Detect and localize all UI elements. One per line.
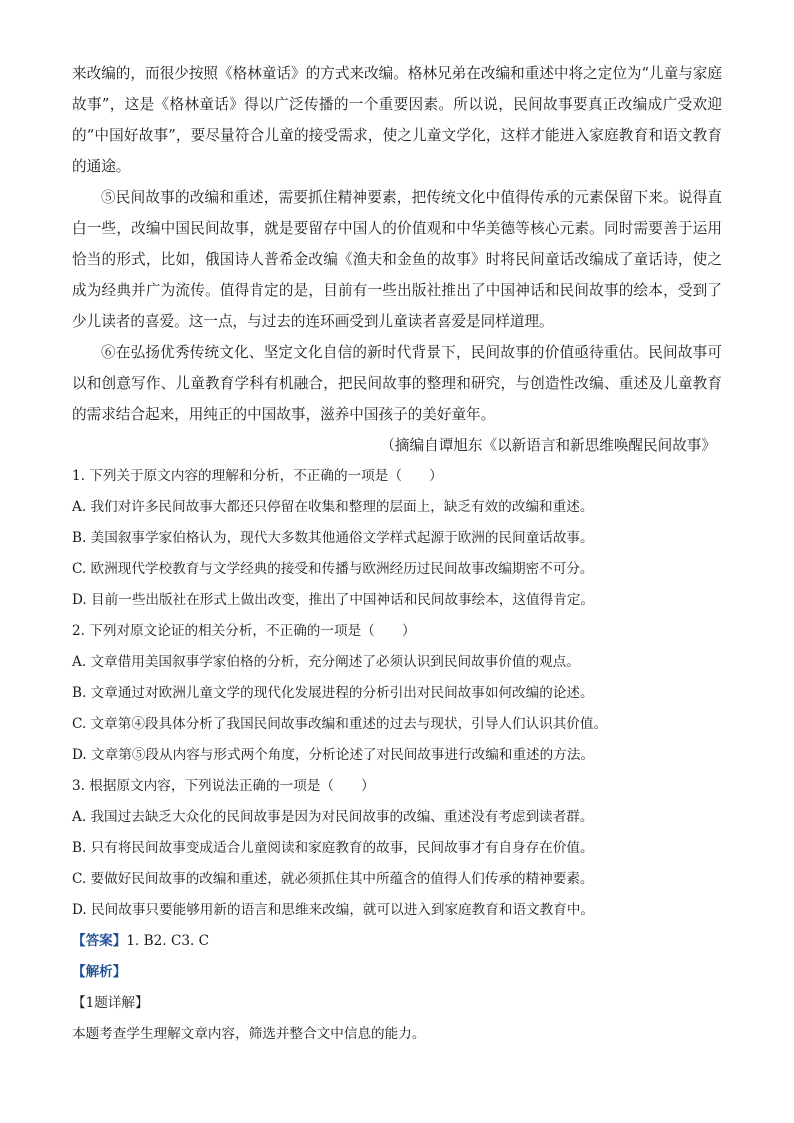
- analysis-line: [72, 957, 722, 988]
- analysis-tag: 【解析】: [72, 964, 127, 980]
- option-c: C. 文章第④段具体分析了我国民间故事改编和重述的过去与现状，引导人们认识其价值。: [72, 716, 608, 732]
- option-b: B. 只有将民间故事变成适合儿童阅读和家庭教育的故事，民间故事才有自身存在价值。: [72, 840, 594, 856]
- question-3: [72, 771, 722, 926]
- option-a: A. 我国过去缺乏大众化的民间故事是因为对民间故事的改编、重述没有考虑到读者群。: [72, 809, 594, 825]
- document-page: [72, 58, 722, 1050]
- passage-source: （摘编自谭旭东《以新语言和新思维唤醒民间故事》: [380, 437, 716, 454]
- answer-text: 1. B2. C3. C: [126, 933, 210, 949]
- option-d: D. 民间故事只要能够用新的语言和思维来改编，就可以进入到家庭教育和语文教育中。: [72, 902, 595, 918]
- option-c: C. 要做好民间故事的改编和重述，就必须抓住其中所蕴含的值得人们传承的精神要素。: [72, 871, 594, 887]
- option-d: D. 目前一些出版社在形式上做出改变，推出了中国神话和民间故事绘本，这值得肯定。: [72, 592, 595, 608]
- option-c: C. 欧洲现代学校教育与文学经典的接受和传播与欧洲经历过民间故事改编期密不可分。: [72, 561, 594, 577]
- detail-tag: 【1题详解】: [72, 995, 149, 1011]
- option-a: A. 文章借用美国叙事学家伯格的分析，充分阐述了必须认识到民间故事价值的观点。: [72, 654, 580, 670]
- passage-paragraph-5: ⑤民间故事的改编和重述，需要抓住精神要素，把传统文化中值得传承的元素保留下来。说得直白一些，改编中国民间故事，就是要留存中国人的价值观和中华美德等核心元素。同时需要善于运用恰当的形式，比如，俄国诗人普希金改编《渔夫和金鱼的故事》时将民间童话改编成了童话诗，使之成为经典并广为流传。值得肯定的是，目前有一些出版社推出了中国神话和民间故事的绘本，受到了少儿读者的喜爱。这一点，与过去的连环画受到儿童读者喜爱是同样道理。: [72, 189, 722, 330]
- option-d: D. 文章第⑤段从内容与形式两个角度，分析论述了对民间故事进行改编和重述的方法。: [72, 747, 595, 763]
- answer-tag: 【答案】: [72, 933, 127, 949]
- question-stem: 1. 下列关于原文内容的理解和分析，不正确的一项是（ ）: [72, 468, 443, 484]
- detail-line: [72, 988, 722, 1019]
- option-b: B. 美国叙事学家伯格认为，现代大多数其他通俗文学样式起源于欧洲的民间童话故事。: [72, 530, 594, 546]
- question-1: [72, 461, 722, 616]
- question-2: [72, 616, 722, 771]
- passage-paragraph-continued: 来改编的，而很少按照《格林童话》的方式来改编。格林兄弟在改编和重述中将之定位为“儿童与家庭故事”，这是《格林童话》得以广泛传播的一个重要因素。所以说，民间故事要真正改编成广受欢迎的“中国好故事”，要尽量符合儿童的接受需求，使之儿童文学化，这样才能进入家庭教育和语文教育的通途。: [72, 65, 722, 175]
- question-stem: 3. 根据原文内容，下列说法正确的一项是（ ）: [72, 778, 375, 794]
- option-b: B. 文章通过对欧洲儿童文学的现代化发展进程的分析引出对民间故事如何改编的论述。: [72, 685, 594, 701]
- analysis-text: 本题考查学生理解文章内容，筛选并整合文中信息的能力。: [72, 1026, 426, 1042]
- question-stem: 2. 下列对原文论证的相关分析，不正确的一项是（ ）: [72, 623, 416, 639]
- passage-paragraph-6: ⑥在弘扬优秀传统文化、坚定文化自信的新时代背景下，民间故事的价值亟待重估。民间故事可以和创意写作、儿童教育学科有机融合，把民间故事的整理和研究，与创造性改编、重述及儿童教育的需求结合起来，用纯正的中国故事，滋养中国孩子的美好童年。: [72, 344, 722, 423]
- answer-line: [72, 926, 722, 957]
- option-a: A. 我们对许多民间故事大都还只停留在收集和整理的层面上，缺乏有效的改编和重述。: [72, 499, 594, 515]
